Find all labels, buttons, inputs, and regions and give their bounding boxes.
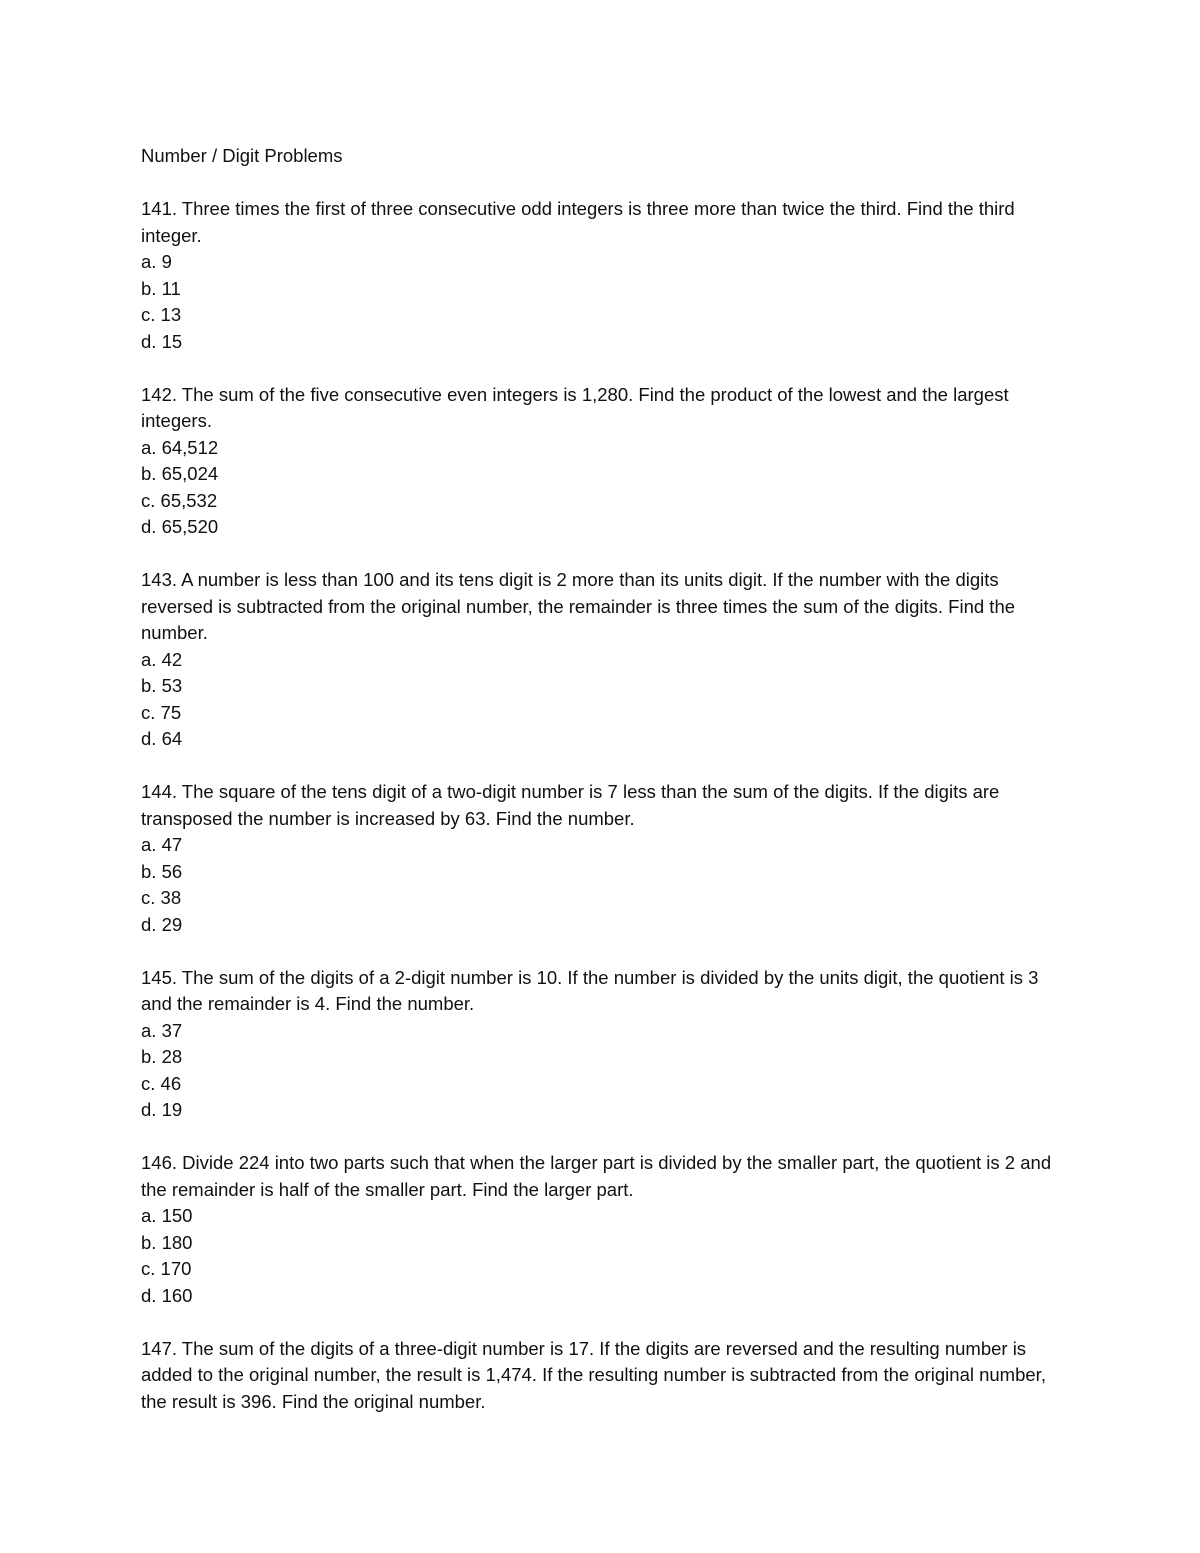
- option-d: d. 65,520: [141, 516, 219, 537]
- option-d: d. 64: [141, 728, 183, 749]
- option-b: b. 180: [141, 1231, 193, 1253]
- option-a: a. 150: [141, 1205, 193, 1226]
- answer-options: [141, 1203, 1061, 1309]
- question-text: 144. The square of the tens digit of a two-digit number is 7 less than the sum of the digits. If the digits are transposed the number is increased by 63. Find the number.: [141, 781, 1000, 829]
- option-d: d. 29: [141, 913, 183, 935]
- question-146: [141, 1150, 1061, 1309]
- option-b: b. 11: [141, 277, 181, 299]
- option-c: c. 13: [141, 304, 182, 325]
- question-text: 145. The sum of the digits of a 2-digit number is 10. If the number is divided by the units digit, the quotient is 3 and the remainder is 4. Find the number.: [141, 966, 1039, 1014]
- option-c: c. 65,532: [141, 489, 218, 511]
- option-a: a. 9: [141, 251, 172, 272]
- question-145: [141, 965, 1061, 1124]
- question-144: [141, 779, 1061, 938]
- option-a: a. 47: [141, 834, 183, 855]
- question-147: [141, 1336, 1061, 1416]
- question-143: [141, 567, 1061, 753]
- option-d: d. 160: [141, 1284, 193, 1306]
- answer-options: [141, 832, 1061, 938]
- question-text: 142. The sum of the five consecutive even integers is 1,280. Find the product of the lowest and the largest integers.: [141, 383, 1009, 431]
- option-c: c. 38: [141, 887, 182, 908]
- option-c: c. 46: [141, 1072, 182, 1094]
- option-d: d. 15: [141, 330, 183, 352]
- option-a: a. 64,512: [141, 436, 219, 458]
- option-b: b. 28: [141, 1046, 183, 1067]
- option-d: d. 19: [141, 1099, 183, 1120]
- answer-options: [141, 249, 1061, 355]
- option-b: b. 65,024: [141, 463, 219, 484]
- question-141: [141, 196, 1061, 355]
- question-text: 143. A number is less than 100 and its tens digit is 2 more than its units digit. If the number with the digits reversed is subtracted from the original number, the remainder is three times the sum of the digits. Find the number.: [141, 569, 1016, 643]
- question-text: 141. Three times the first of three consecutive odd integers is three more than twice the third. Find the third integer.: [141, 198, 1015, 246]
- question-142: [141, 382, 1061, 541]
- page-title: Number / Digit Problems: [141, 145, 343, 166]
- option-c: c. 170: [141, 1258, 192, 1279]
- answer-options: [141, 435, 1061, 541]
- answer-options: [141, 1018, 1061, 1124]
- option-b: b. 56: [141, 860, 183, 882]
- option-b: b. 53: [141, 675, 183, 696]
- option-a: a. 42: [141, 648, 183, 670]
- document-page: [141, 143, 1061, 1442]
- option-a: a. 37: [141, 1019, 183, 1041]
- question-text: 147. The sum of the digits of a three-digit number is 17. If the digits are reversed and the resulting number is added to the original number, the result is 1,474. If the resulting number is subtracted from the original number, the result is 396. Find the original number.: [141, 1337, 1046, 1412]
- answer-options: [141, 647, 1061, 753]
- option-c: c. 75: [141, 701, 182, 723]
- question-text: 146. Divide 224 into two parts such that when the larger part is divided by the smaller part, the quotient is 2 and the remainder is half of the smaller part. Find the larger part.: [141, 1152, 1052, 1200]
